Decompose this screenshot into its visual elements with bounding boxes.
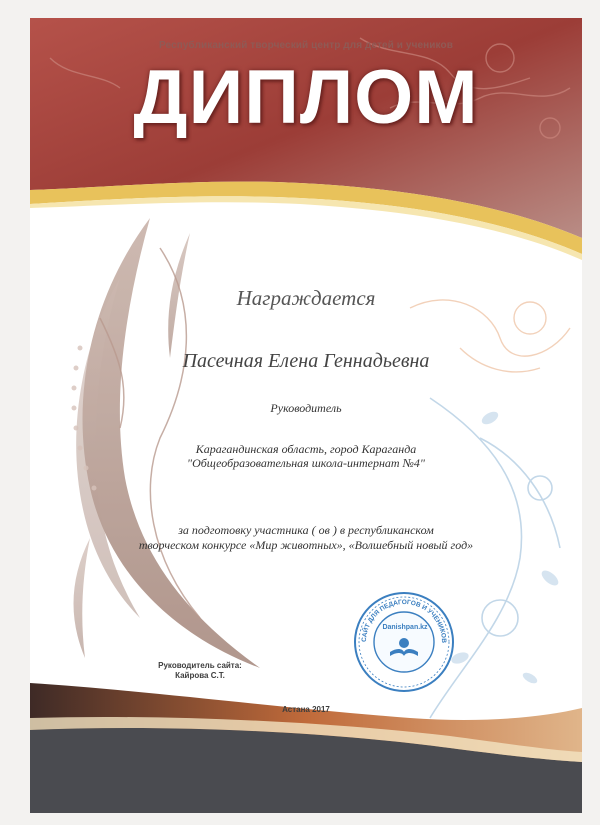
organization-name: Республиканский творческий центр для детей и учеников: [159, 40, 453, 51]
website-stamp: [352, 590, 456, 694]
location-region: Карагандинская область, город Караганда: [195, 442, 417, 456]
reason-line-2: творческом конкурсе «Мир животных», «Волшебный новый год»: [138, 538, 474, 552]
stamp-icon: [352, 590, 456, 694]
stamp-brand: Danishpan.kz: [382, 624, 428, 631]
signature-name: Кайрова С.Т.: [175, 671, 225, 680]
award-reason: [30, 523, 582, 553]
recipient-role: Руководитель: [270, 401, 342, 415]
recipient-name: Пасечная Елена Геннадьевна: [182, 350, 430, 372]
signature-label: Руководитель сайта:: [158, 661, 242, 670]
city-year: Астана 2017: [282, 705, 330, 714]
signature-block: [150, 661, 250, 681]
recipient-location: [30, 442, 582, 470]
diploma-title: ДИПЛОМ: [133, 55, 479, 140]
reason-line-1: за подготовку участника ( ов ) в республиканском: [178, 523, 434, 537]
stamp-ring-text: САЙТ ДЛЯ ПЕДАГОГОВ И УЧЕНИКОВ: [360, 598, 448, 644]
awarded-heading: Награждается: [236, 286, 376, 310]
location-school: "Общеобразовательная школа-интернат №4": [187, 456, 425, 470]
diploma-sheet: [30, 18, 582, 813]
